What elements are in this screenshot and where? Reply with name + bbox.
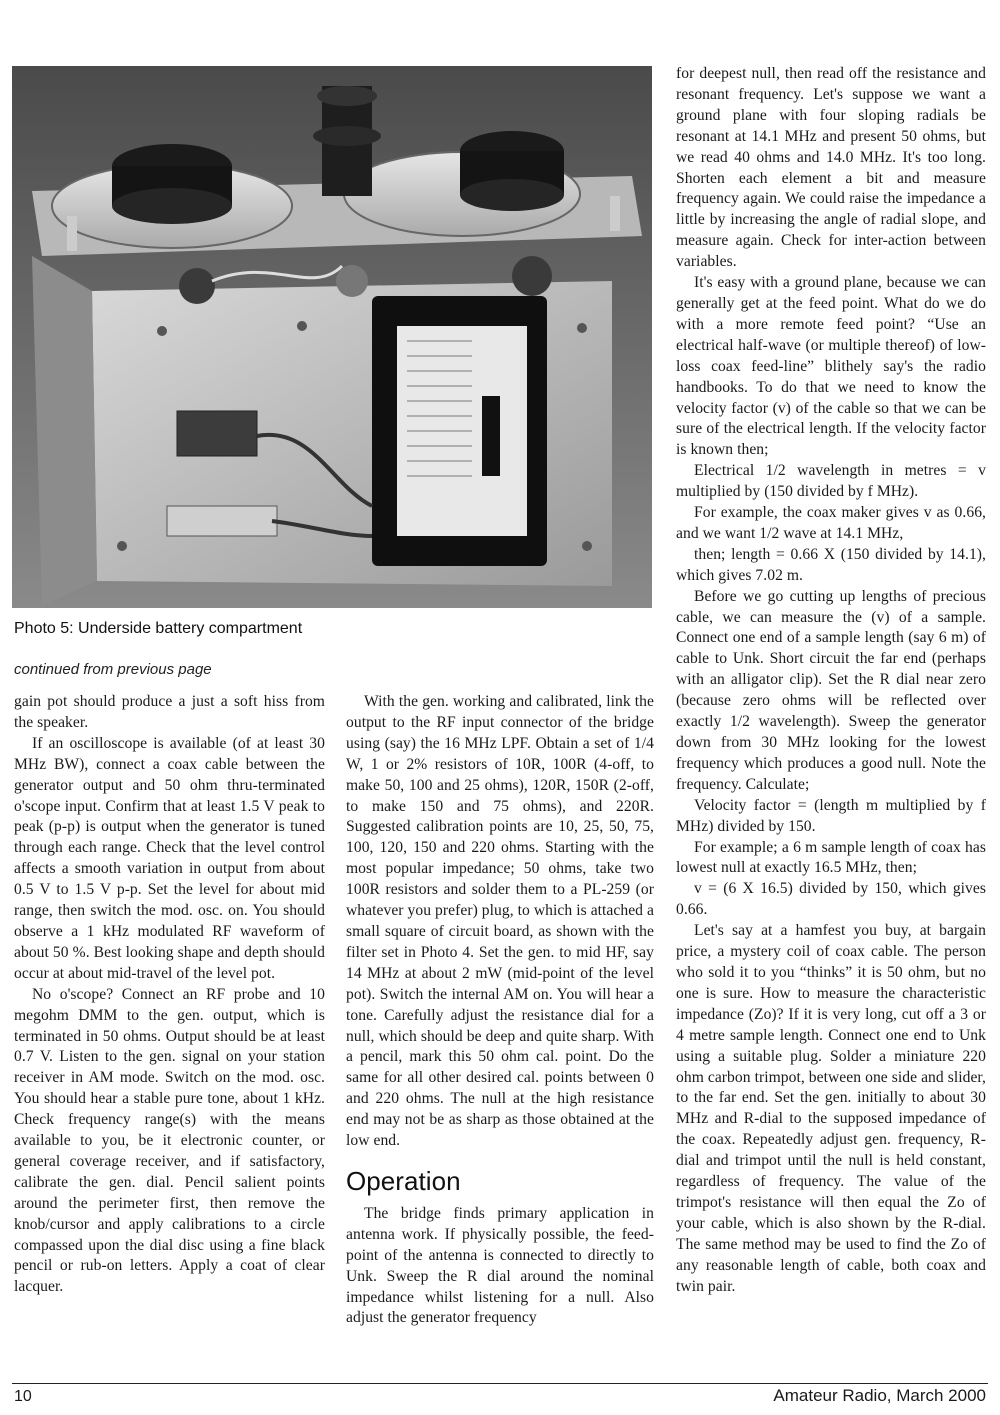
paragraph: No o'scope? Connect an RF probe and 10 megohm DMM to the gen. output, which is terminated in 50 ohms. Output should be at least 0.7 V. Listen to the gen. signal on your station receiver in AM mode. Switch on the mod. osc. You should hear a stable pure tone, about 1 kHz. Check frequency range(s) with the means available to you, be it electronic counter, or general coverage receiver, and if satisfactory, calibrate the gen. dial. Pencil salient points around the perimeter first, then remove the knob/cursor and apply calibrations to a circle compassed upon the dial disc using a fine black pencil or rub-on letters. Apply a coat of clear lacquer. (14, 985, 325, 1296)
section-heading-operation: Operation (346, 1165, 461, 1196)
paragraph: For example, the coax maker gives v as 0.66, and we want 1/2 wave at 14.1 MHz, (676, 504, 986, 542)
paragraph: Electrical 1/2 wavelength in metres = v multiplied by (150 divided by f MHz). (676, 462, 986, 501)
paragraph: Before we go cutting up lengths of precious cable, we can measure the (v) of a sample. Connect one end of a sample length (say 6 m) of cable to Unk. Short circuit the far end (perhaps with an alligator clip). Set the R dial near zero (because zero ohms will be reflected over exactly 1/2 wavelength). Sweep the generator down from 30 MHz looking for the lowest frequency which produces a good null. Note the frequency. Calculate; (676, 587, 986, 793)
continued-note: continued from previous page (14, 661, 212, 678)
column-3 (676, 64, 986, 1297)
paragraph: With the gen. working and calibrated, link the output to the RF input connector of the bridge using (say) the 16 MHz LPF. Obtain a set of 1/4 W, 1 or 2% resistors of 10R, 100R (4-off, to make 50, 100 and 25 ohms), 120R, 150R (2-off, to make 150 and 75 ohms), and 220R. Suggested calibration points are 10, 25, 50, 75, 100, 120, 150 and 220 ohms. Starting with the most popular impedance; 50 ohms, take two 100R resistors and solder them to a PL-259 (or whatever you prefer) plug, to which is attached a small square of circuit board, as shown with the filter set in Photo 4. Set the gen. to mid HF, say 14 MHz at about 2 mW (mid-point of the level pot). Switch the internal AM on. You will hear a tone. Carefully adjust the resistance dial for a null, which should be deep and quite sharp. With a pencil, mark this 50 ohm cal. point. Do the same for all other desired cal. points between 0 and 220 ohms. The null at the high resistance end may not be as sharp as those obtained at the low end. (346, 693, 654, 1150)
paragraph: Velocity factor = (length m multiplied by f MHz) divided by 150. (676, 796, 986, 835)
paragraph: If an oscilloscope is available (of at least 30 MHz BW), connect a coax cable between the generator output and 50 ohm thru-terminated o'scope input. Confirm that at least 1.5 V peak to peak (p-p) is output when the generator is tuned through each range. Check that the level control affects a smooth variation in output from about 0.5 V to 1.5 V p-p. Set the level for about mid range, then switch the mod. osc. on. You should observe a 1 kHz modulated RF waveform of about 50 %. Best looking shape and depth should occur at about mid-travel of the level pot. (14, 734, 325, 982)
paragraph: For example; a 6 m sample length of coax has lowest null at exactly 16.5 MHz, then; (676, 838, 986, 877)
photo-illustration (12, 66, 652, 608)
paragraph: v = (6 X 16.5) divided by 150, which gives 0.66. (676, 880, 986, 919)
page-number: 10 (14, 1388, 32, 1405)
column-1 (14, 692, 325, 1298)
paragraph: Let's say at a hamfest you buy, at bargain price, a mystery coil of coax cable. The person who sold it to you “thinks” it is 50 ohm, but no one is sure. How to measure the characteristic impedance (Zo)? If it is very long, cut off a 3 or 4 metre sample length. Connect one end to Unk using a suitable plug. Solder a miniature 220 ohm carbon trimpot, between one side and slider, to the far end. Set the gen. initially to about 30 MHz and R-dial to the supposed impedance of the coax. Repeatedly adjust gen. frequency, R-dial and trimpot until the null is held constant, regardless of frequency. The value of the trimpot's resistance will then equal the Zo of your cable, which is also shown by the R-dial. The same method may be used to find the Zo of any reasonable length of cable, both coax and twin pair. (676, 922, 986, 1295)
paragraph: gain pot should produce a just a soft hiss from the speaker. (14, 693, 325, 731)
paragraph: It's easy with a ground plane, because we can generally get at the feed point. What do we do with a more remote feed point? “Use an electrical half-wave (or multiple thereof) of low-loss coax feed-line” blithely say's the radio handbooks. To do that we need to know the velocity factor (v) of the cable so that we can be sure of the electrical length. If the velocity factor is known then; (676, 274, 986, 459)
issue-label: Amateur Radio, March 2000 (773, 1386, 986, 1405)
photo-underside-battery-compartment (12, 66, 652, 608)
column-2 (346, 692, 654, 1329)
paragraph: The bridge finds primary application in antenna work. If physically possible, the feed-point of the antenna is connected to directly to Unk. Sweep the R dial around the nominal impedance whilst listening for a null. Also adjust the generator frequency (346, 1204, 654, 1327)
footer-rule (12, 1383, 988, 1384)
paragraph: then; length = 0.66 X (150 divided by 14.1), which gives 7.02 m. (676, 545, 986, 584)
photo-caption: Photo 5: Underside battery compartment (14, 620, 303, 637)
paragraph: for deepest null, then read off the resistance and resonant frequency. Let's suppose we want a ground plane with four sloping radials be resonant at 14.1 MHz and present 50 ohms, but we read 40 ohms and 14.0 MHz. It's too long. Shorten each element a bit and measure frequency again. We could raise the impedance a little by increasing the angle of radial slope, and measure again. Check for inter-action between variables. (676, 65, 986, 271)
